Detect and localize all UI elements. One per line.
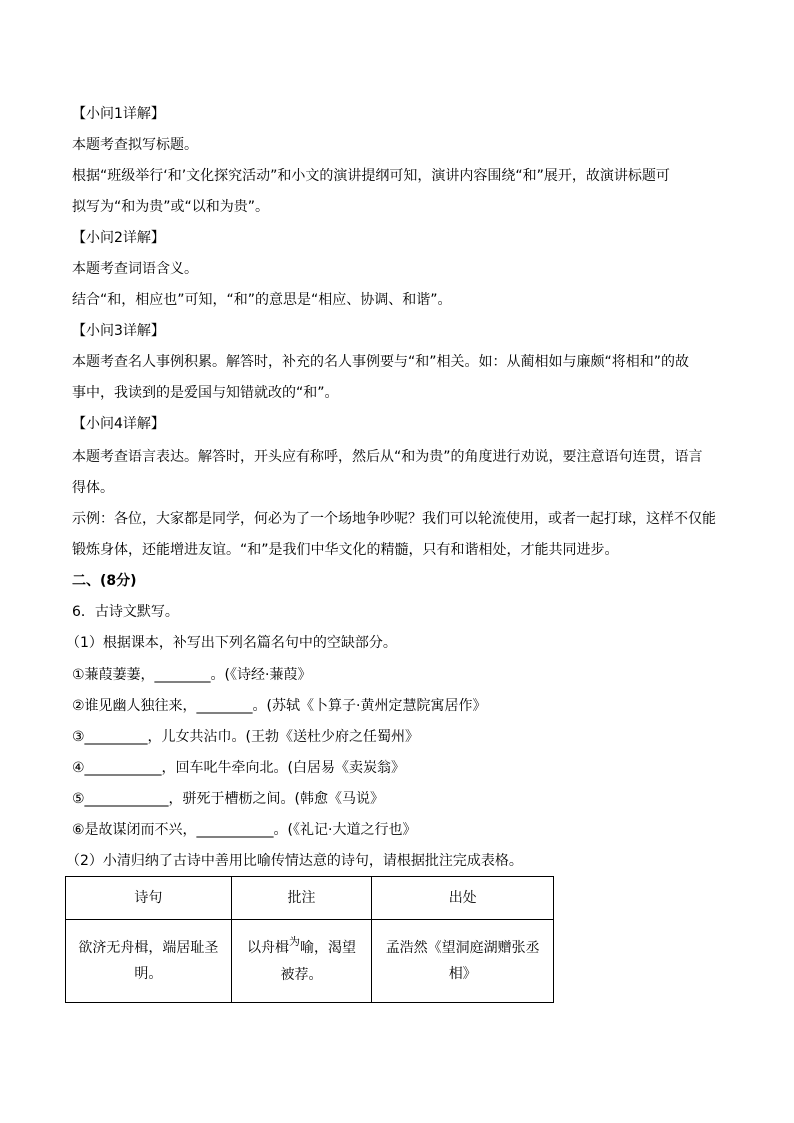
table-header-cell: 出处 <box>372 877 554 920</box>
paragraph-line: 示例：各位，大家都是同学，何必为了一个场地争吵呢？我们可以轮流使用，或者一起打球，这样不仅能 <box>72 511 716 527</box>
paragraph-line: 结合“和，相应也”可知，“和”的意思是“相应、协调、和谐”。 <box>72 292 452 308</box>
table-header-row <box>66 877 554 920</box>
poem-line: 欲济无舟楫，端居耻圣 <box>78 940 219 956</box>
section-heading: 【小问2详解】 <box>72 230 165 246</box>
paragraph-line: 本题考查拟写标题。 <box>72 137 198 153</box>
source-line: 孟浩然《望洞庭湖赠张丞 <box>385 940 540 956</box>
paragraph-line: 得体。 <box>72 480 114 496</box>
metaphor-table <box>65 876 554 1003</box>
note-text: 以舟楫 <box>247 939 290 956</box>
paragraph-line: 事中，我读到的是爱国与知错就改的“和”。 <box>72 385 339 401</box>
fill-blank-item: ④___________，回车叱牛牵向北。(白居易《卖炭翁》 <box>72 760 406 776</box>
source-line: 相》 <box>448 966 477 982</box>
section-heading: 【小问3详解】 <box>72 323 165 339</box>
paragraph-line: 根据“班级举行‘和’文化探究活动”和小文的演讲提纲可知，演讲内容围绕“和”展开，故演讲标题可 <box>72 168 670 184</box>
fill-blank-item: ①蒹葭萋萋，________。(《诗经·蒹葭》 <box>72 667 312 683</box>
sub-question: （1）根据课本，补写出下列名篇名句中的空缺部分。 <box>66 635 397 651</box>
fill-blank-item: ⑥是故谋闭而不兴，___________。(《礼记·大道之行也》 <box>72 822 417 838</box>
note-line: 被荐。 <box>280 966 323 983</box>
poem-line: 明。 <box>134 966 163 982</box>
note-cell <box>231 920 372 1003</box>
paragraph-line: 本题考查语言表达。解答时，开头应有称呼，然后从“和为贵”的角度进行劝说，要注意语句连贯，语言 <box>72 449 703 465</box>
part-heading: 二、(8分) <box>72 573 137 589</box>
table-header-cell: 诗句 <box>66 877 232 920</box>
fill-blank-item: ③_________，儿女共沾巾。(王勃《送杜少府之任蜀州》 <box>72 729 420 745</box>
paragraph-line: 本题考查词语含义。 <box>72 261 198 277</box>
question-title: 6．古诗文默写。 <box>72 604 179 620</box>
fill-blank-item: ②谁见幽人独往来，________。(苏轼《卜算子·黄州定慧院寓居作》 <box>72 698 487 714</box>
section-heading: 【小问4详解】 <box>72 416 165 432</box>
poem-cell <box>66 920 232 1003</box>
paragraph-line: 拟写为“和为贵”或“以和为贵”。 <box>72 199 270 215</box>
note-superscript: 为 <box>289 934 301 948</box>
sub-question: （2）小清归纳了古诗中善用比喻传情达意的诗句，请根据批注完成表格。 <box>66 853 523 869</box>
note-text: 喻，渴望 <box>300 939 357 956</box>
table-header-cell: 批注 <box>231 877 372 920</box>
paragraph-line: 锻炼身体，还能增进友谊。“和”是我们中华文化的精髓，只有和谐相处，才能共同进步。 <box>72 542 619 558</box>
note-line <box>238 935 366 962</box>
source-cell <box>372 920 554 1003</box>
paragraph-line: 本题考查名人事例积累。解答时，补充的名人事例要与“和”相关。如：从蔺相如与廉颇“将相和”的故 <box>72 354 690 370</box>
section-heading: 【小问1详解】 <box>72 106 165 122</box>
fill-blank-item: ⑤____________，骈死于槽枥之间。(韩愈《马说》 <box>72 791 385 807</box>
table-row <box>66 920 554 1003</box>
